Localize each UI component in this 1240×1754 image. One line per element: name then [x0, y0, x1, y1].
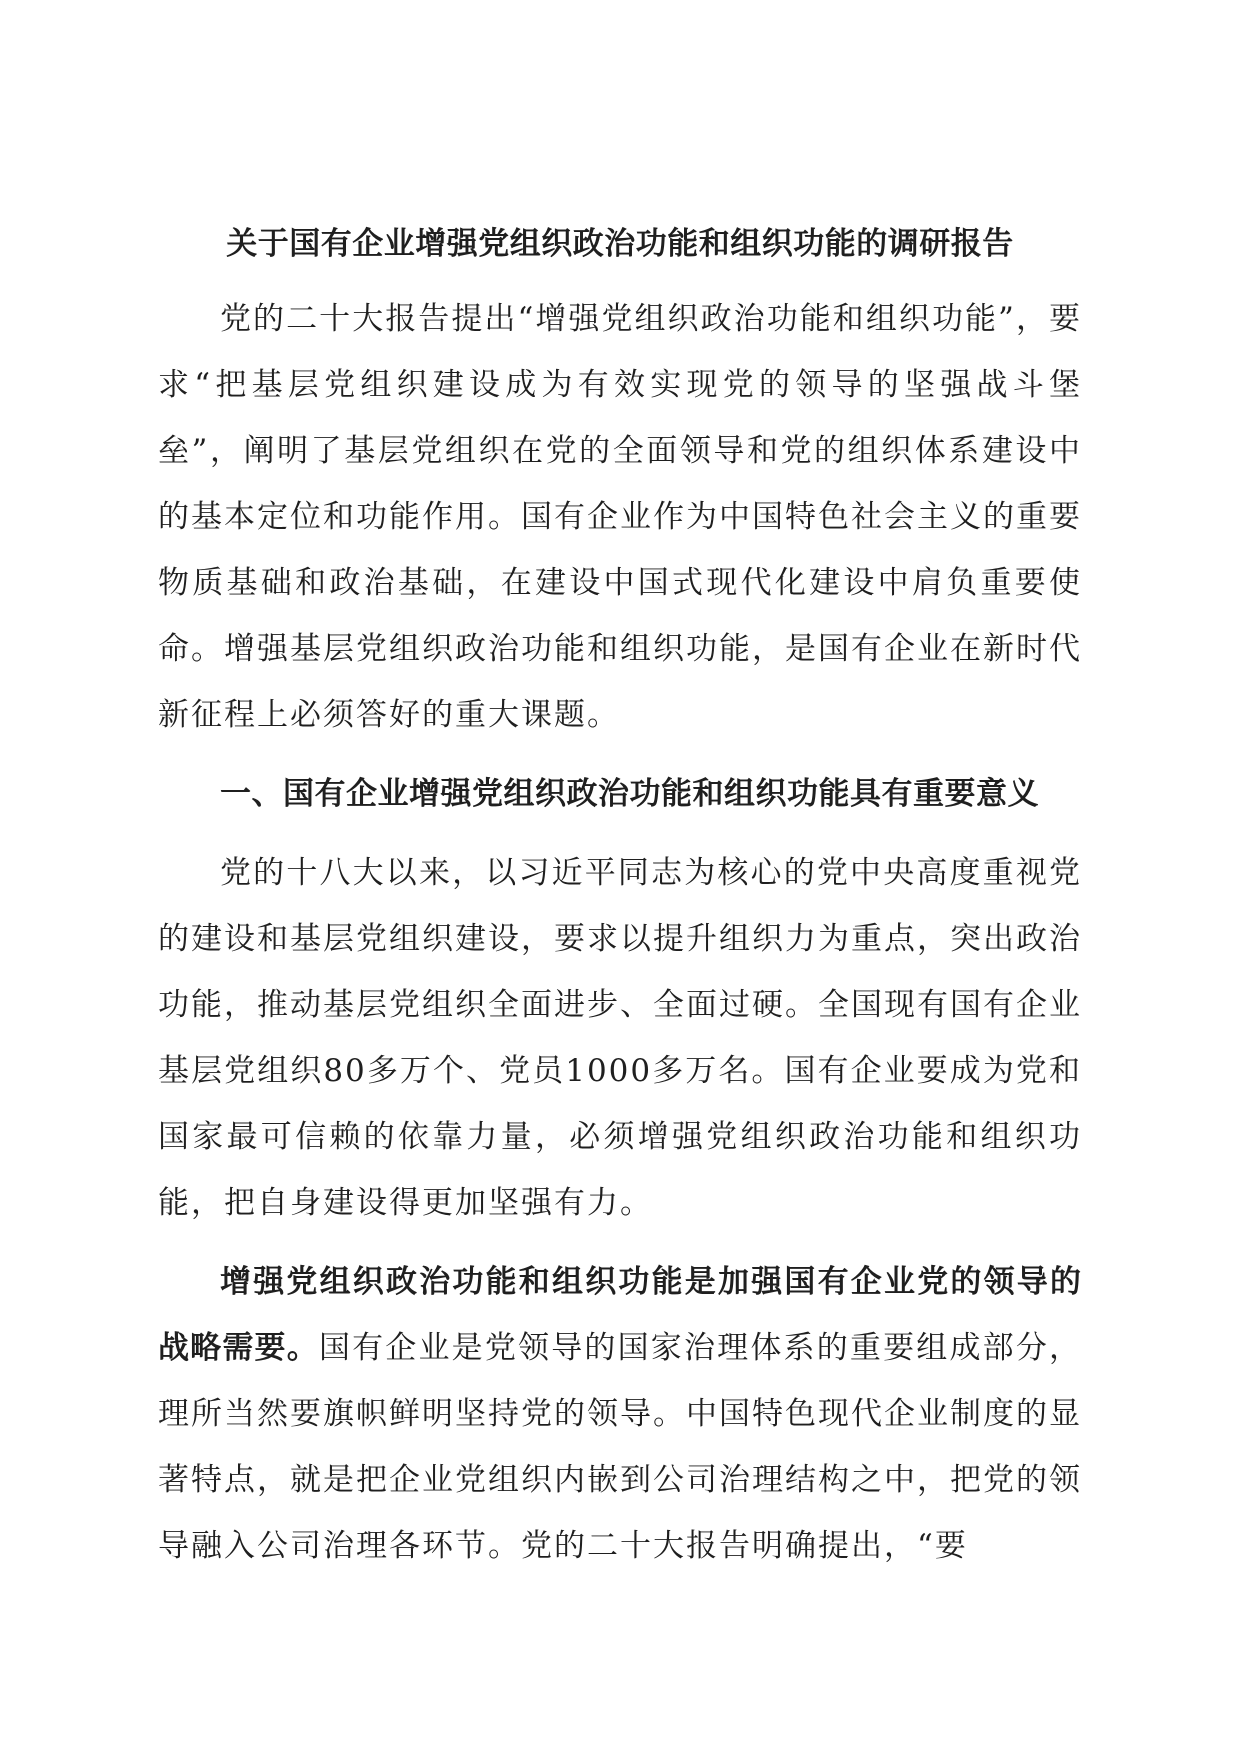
section1-paragraph-2 [158, 1249, 1082, 1579]
document-body [158, 222, 1082, 1592]
paragraph-body-text: 国有企业是党领导的国家治理体系的重要组成部分，理所当然要旗帜鲜明坚持党的领导。中国特色现代企业制度的显著特点，就是把企业党组织内嵌到公司治理结构之中，把党的领导融入公司治理各环节。党的二十大报告明确提出，“要 [158, 1330, 1083, 1564]
section1-paragraph-1: 党的十八大以来，以习近平同志为核心的党中央高度重视党的建设和基层党组织建设，要求以提升组织力为重点，突出政治功能，推动基层党组织全面进步、全面过硬。全国现有国有企业基层党组织80多万个、党员1000多万名。国有企业要成为党和国家最可信赖的依靠力量，必须增强党组织政治功能和组织功能，把自身建设得更加坚强有力。 [158, 855, 1082, 1221]
section-heading-1: 一、国有企业增强党组织政治功能和组织功能具有重要意义 [220, 776, 1039, 812]
document-title: 关于国有企业增强党组织政治功能和组织功能的调研报告 [226, 226, 1014, 262]
intro-paragraph: 党的二十大报告提出“增强党组织政治功能和组织功能”，要求“把基层党组织建设成为有效实现党的领导的坚强战斗堡垒”，阐明了基层党组织在党的全面领导和党的组织体系建设中的基本定位和功能作用。国有企业作为中国特色社会主义的重要物质基础和政治基础，在建设中国式现代化建设中肩负重要使命。增强基层党组织政治功能和组织功能，是国有企业在新时代新征程上必须答好的重大课题。 [158, 301, 1082, 733]
paragraph-lead-sentence: 增强党组织政治功能和组织功能是加强国有企业党的领导的战略需要。 [158, 1264, 1082, 1366]
